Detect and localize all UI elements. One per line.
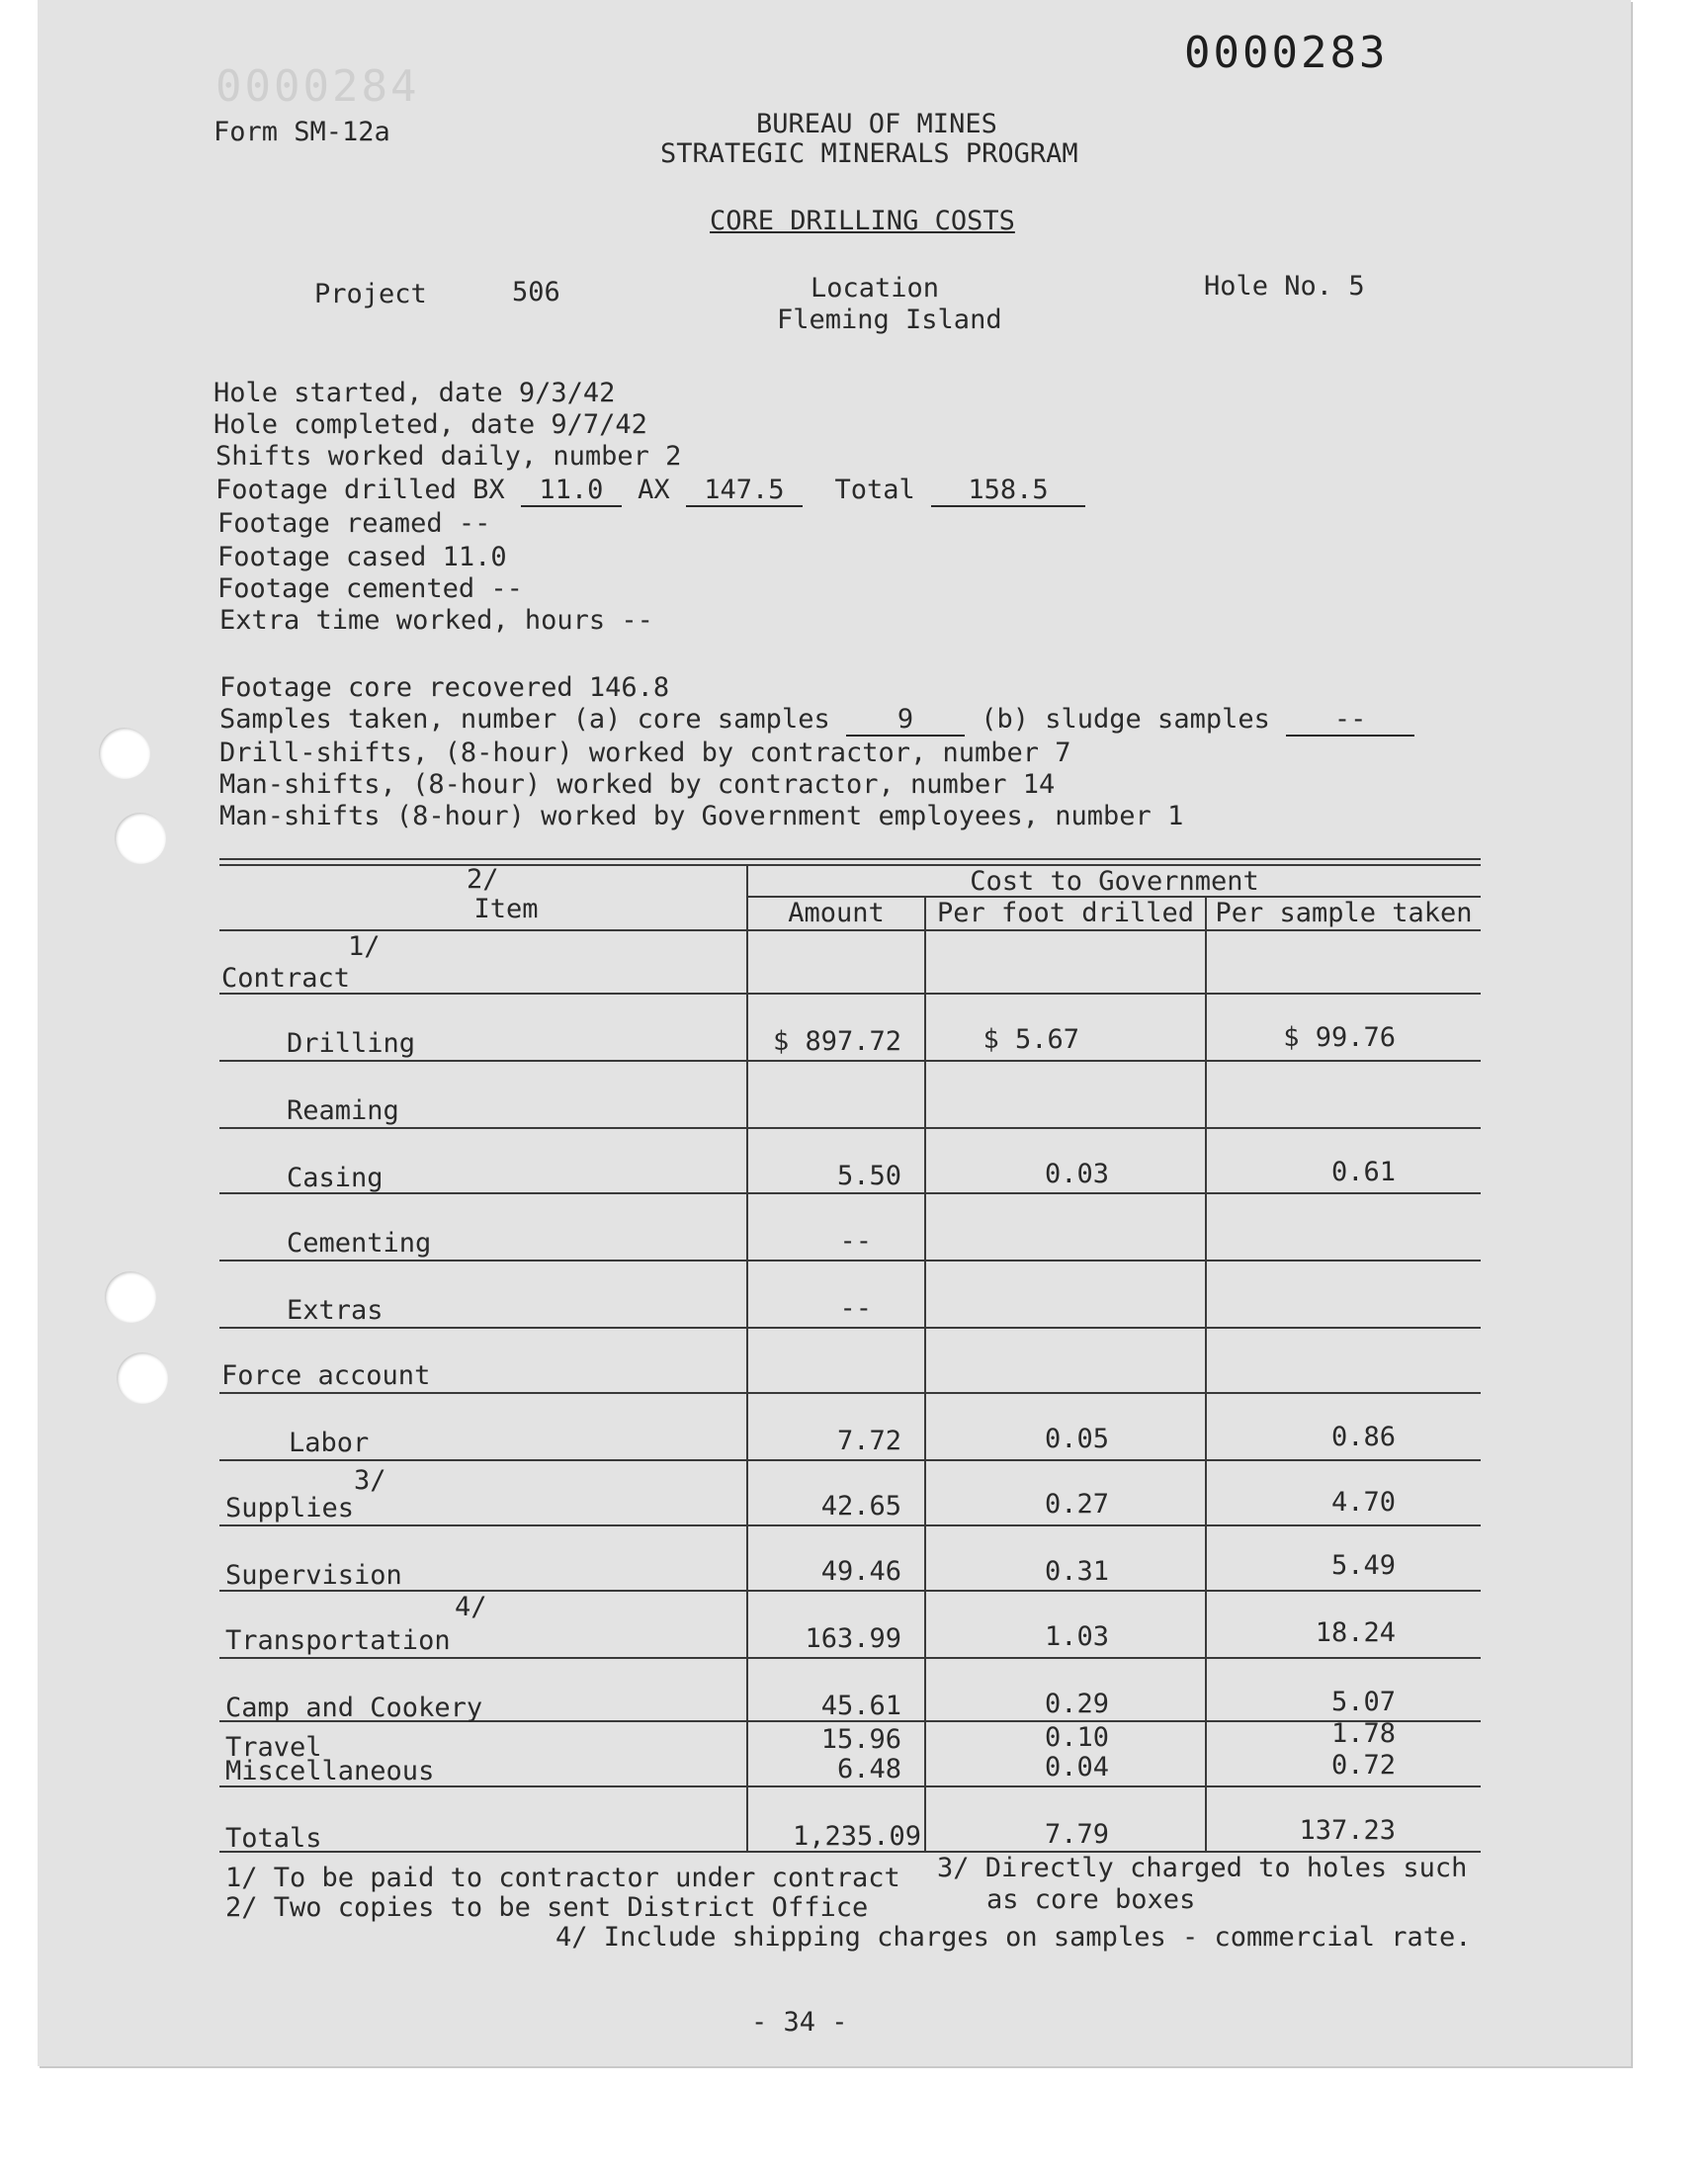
- row-travel-per-foot: 0.10: [1044, 1722, 1109, 1753]
- row-reaming-item: Reaming: [287, 1095, 399, 1126]
- footage-cased-label: Footage cased: [217, 542, 427, 572]
- table-rule: [219, 929, 1481, 931]
- row-casing-per-foot: 0.03: [1044, 1159, 1109, 1189]
- samples-label: Samples taken, number (a) core samples: [219, 704, 830, 735]
- table-rule: [219, 1260, 1481, 1262]
- shifts-daily-label: Shifts worked daily, number: [215, 441, 649, 472]
- row-travel-amount: 15.96: [820, 1724, 901, 1755]
- row-extras-item: Extras: [287, 1295, 384, 1326]
- table-divider: [1205, 896, 1207, 1853]
- contract-note: 1/: [348, 931, 381, 962]
- core-samples-value: 9: [846, 705, 965, 737]
- footage-ax-value: 147.5: [686, 476, 803, 507]
- footnote-2: 2/ Two copies to be sent District Office: [225, 1892, 869, 1923]
- row-cementing-item: Cementing: [287, 1228, 432, 1259]
- table-rule: [219, 1327, 1481, 1329]
- agency-name: BUREAU OF MINES: [756, 109, 997, 139]
- table-rule: [219, 1459, 1481, 1461]
- footage-cemented-label: Footage cemented: [217, 573, 475, 604]
- col-per-sample-header: Per sample taken: [1215, 898, 1473, 928]
- row-force-account-item: Force account: [221, 1360, 431, 1391]
- row-transportation-item: Transportation: [225, 1625, 451, 1656]
- hole-value: 5: [1348, 271, 1365, 302]
- table-rule: [219, 1590, 1481, 1592]
- row-supplies-amount: 42.65: [820, 1491, 901, 1522]
- row-labor-item: Labor: [289, 1428, 370, 1458]
- punch-hole: [115, 813, 166, 864]
- drill-shifts-label: Drill-shifts, (8-hour) worked by contractor, number: [219, 738, 1040, 768]
- row-transportation-per-sample: 18.24: [1315, 1617, 1396, 1648]
- row-supplies-per-foot: 0.27: [1044, 1489, 1109, 1520]
- row-totals-item: Totals: [225, 1823, 322, 1854]
- row-miscellaneous-amount: 6.48: [836, 1754, 901, 1784]
- row-casing-item: Casing: [287, 1163, 384, 1193]
- man-shifts-contractor-value: 14: [1022, 769, 1056, 800]
- drill-shifts: [219, 738, 1071, 769]
- hole-started: [214, 378, 615, 409]
- col-per-foot-header: Per foot drilled: [936, 898, 1195, 928]
- table-rule: [219, 1192, 1481, 1194]
- footage-cased-value: 11.0: [442, 542, 507, 572]
- sludge-samples-value: --: [1286, 705, 1414, 737]
- row-travel-per-sample: 1.78: [1330, 1718, 1396, 1749]
- footage-cased: [217, 542, 507, 573]
- footage-ax-label: AX: [638, 475, 670, 505]
- extra-time: [219, 605, 653, 637]
- row-supervision-item: Supervision: [225, 1560, 402, 1591]
- row-drilling-amount: $ 897.72: [772, 1026, 901, 1057]
- row-miscellaneous-per-sample: 0.72: [1330, 1750, 1396, 1781]
- footage-drilled: [215, 475, 1085, 507]
- location-label: Location: [811, 273, 940, 304]
- table-rule: [219, 1060, 1481, 1062]
- row-casing-per-sample: 0.61: [1330, 1157, 1396, 1187]
- row-labor-per-sample: 0.86: [1330, 1422, 1396, 1452]
- row-extras-amount: --: [839, 1293, 872, 1324]
- footage-total-label: Total: [834, 475, 915, 505]
- row-supervision-per-sample: 5.49: [1330, 1550, 1396, 1581]
- core-recovered-label: Footage core recovered: [219, 672, 573, 703]
- man-shifts-contractor: [219, 769, 1055, 801]
- row-camp-item: Camp and Cookery: [225, 1693, 483, 1723]
- row-miscellaneous-per-foot: 0.04: [1044, 1752, 1109, 1783]
- footnote-1: 1/ To be paid to contractor under contract: [225, 1863, 900, 1893]
- row-camp-amount: 45.61: [820, 1691, 901, 1721]
- row-drilling-per-foot: $ 5.67: [982, 1024, 1079, 1055]
- transport-note: 4/: [455, 1592, 487, 1622]
- location-value: Fleming Island: [777, 304, 1002, 335]
- row-supplies-per-sample: 4.70: [1330, 1487, 1396, 1518]
- row-drilling-item: Drilling: [287, 1028, 416, 1059]
- samples-taken: [219, 704, 1414, 737]
- item-header: Item: [473, 894, 539, 924]
- row-contract-item: Contract: [221, 963, 351, 994]
- man-shifts-gov-value: 1: [1167, 801, 1184, 831]
- row-labor-amount: 7.72: [836, 1426, 901, 1456]
- table-rule: [219, 993, 1481, 995]
- item-note: 2/: [467, 864, 499, 895]
- punch-hole: [105, 1271, 156, 1323]
- footage-bx-value: 11.0: [521, 476, 622, 507]
- hole-completed-value: 9/7/42: [551, 409, 647, 440]
- row-camp-per-foot: 0.29: [1044, 1689, 1109, 1719]
- sludge-samples-label: (b) sludge samples: [981, 704, 1270, 735]
- shifts-daily: [215, 441, 681, 473]
- row-cementing-amount: --: [839, 1226, 872, 1257]
- row-totals-per-foot: 7.79: [1044, 1819, 1109, 1850]
- hole-completed-label: Hole completed, date: [214, 409, 536, 440]
- project-label: Project: [314, 279, 427, 309]
- form-id: Form SM-12a: [214, 117, 390, 147]
- stamp-number: 0000283: [1184, 28, 1389, 78]
- drill-shifts-value: 7: [1055, 738, 1071, 768]
- hole-started-value: 9/3/42: [518, 378, 616, 408]
- table-divider: [746, 864, 748, 1853]
- row-supervision-amount: 49.46: [820, 1556, 901, 1587]
- footage-reamed-label: Footage reamed: [217, 508, 443, 539]
- extra-time-label: Extra time worked, hours: [219, 605, 606, 636]
- footage-reamed: [217, 508, 490, 540]
- row-totals-amount: 1,235.09: [792, 1821, 921, 1852]
- punch-hole: [117, 1352, 168, 1404]
- table-rule: [219, 858, 1481, 860]
- cost-group-header: Cost to Government: [970, 866, 1259, 897]
- row-travel-item: Travel: [225, 1732, 322, 1763]
- hole-started-label: Hole started, date: [214, 378, 503, 408]
- shifts-daily-value: 2: [665, 441, 682, 472]
- row-supplies-item: Supplies: [225, 1493, 355, 1523]
- hole-number: [1204, 271, 1365, 303]
- row-casing-amount: 5.50: [836, 1161, 901, 1191]
- footage-cemented-value: --: [490, 573, 523, 604]
- ghost-stamp-number: 0000284: [215, 61, 420, 112]
- punch-hole: [99, 728, 150, 779]
- footage-total-value: 158.5: [931, 476, 1085, 507]
- form-title: CORE DRILLING COSTS: [710, 206, 1015, 236]
- core-recovered: [219, 672, 669, 704]
- table-rule: [219, 1524, 1481, 1526]
- row-camp-per-sample: 5.07: [1330, 1687, 1396, 1717]
- row-totals-per-sample: 137.23: [1299, 1815, 1396, 1846]
- footage-reamed-value: --: [458, 508, 491, 539]
- footnote-3: 3/ Directly charged to holes such: [937, 1853, 1468, 1883]
- row-transportation-per-foot: 1.03: [1044, 1621, 1109, 1652]
- row-labor-per-foot: 0.05: [1044, 1424, 1109, 1454]
- footnote-4: 4/ Include shipping charges on samples - commercial rate.: [555, 1922, 1472, 1953]
- project-value: 506: [512, 277, 560, 307]
- col-amount-header: Amount: [788, 898, 885, 928]
- hole-completed: [214, 409, 647, 441]
- row-supervision-per-foot: 0.31: [1044, 1556, 1109, 1587]
- table-divider: [924, 896, 926, 1853]
- row-drilling-per-sample: $ 99.76: [1283, 1022, 1396, 1053]
- row-miscellaneous-item: Miscellaneous: [225, 1756, 435, 1786]
- man-shifts-contractor-label: Man-shifts, (8-hour) worked by contractor, number: [219, 769, 1007, 800]
- table-rule: [219, 1392, 1481, 1394]
- man-shifts-gov-label: Man-shifts (8-hour) worked by Government employees, number: [219, 801, 1152, 831]
- man-shifts-gov: [219, 801, 1183, 832]
- table-rule: [219, 1127, 1481, 1129]
- program-name: STRATEGIC MINERALS PROGRAM: [660, 138, 1078, 169]
- footage-drilled-label: Footage drilled BX: [215, 475, 505, 505]
- core-recovered-value: 146.8: [588, 672, 670, 703]
- table-rule: [219, 1657, 1481, 1659]
- footnote-3-continued: as core boxes: [986, 1884, 1196, 1915]
- footage-cemented: [217, 573, 523, 605]
- row-transportation-amount: 163.99: [805, 1623, 901, 1654]
- hole-label: Hole No.: [1204, 271, 1333, 302]
- extra-time-value: --: [621, 605, 653, 636]
- cost-table: [219, 854, 1481, 1869]
- page-number: - 34 -: [751, 2007, 848, 2038]
- supplies-note: 3/: [354, 1465, 386, 1496]
